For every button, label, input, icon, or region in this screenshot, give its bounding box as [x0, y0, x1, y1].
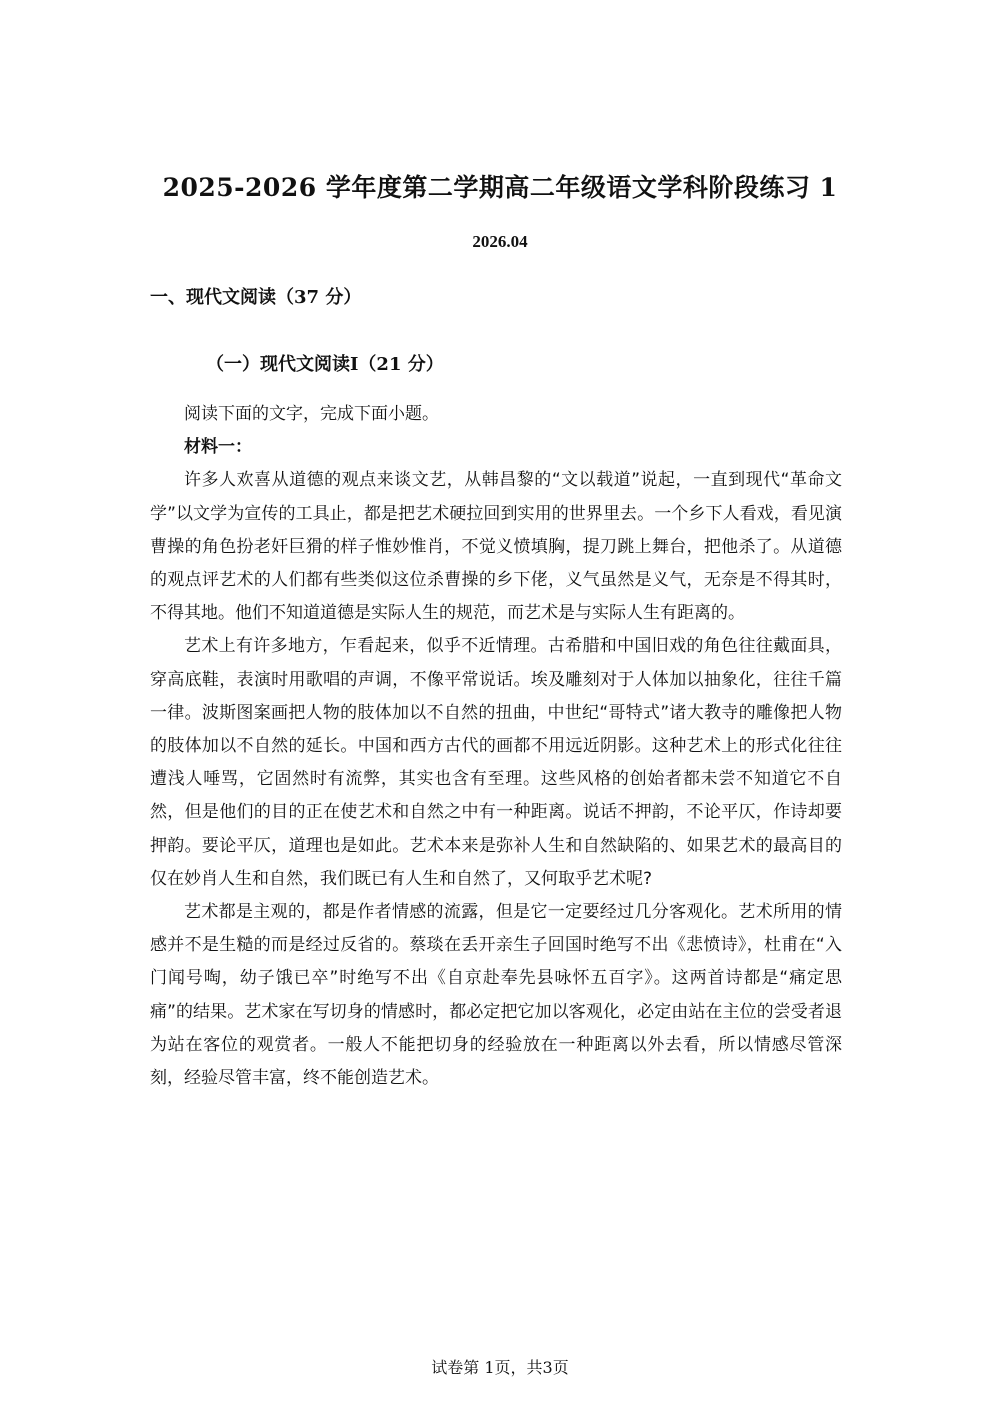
section-heading: 一、现代文阅读（37 分）: [150, 287, 362, 308]
passage-paragraph-3: 艺术都是主观的，都是作者情感的流露，但是它一定要经过几分客观化。艺术所用的情感并不是生糙的而是经过反省的。蔡琰在丢开亲生子回国时绝写不出《悲愤诗》，杜甫在“入门闻号啕，幼子饿已卒”时绝写不出《自京赴奉先县咏怀五百字》。这两首诗都是“痛定思痛”的结果。艺术家在写切身的情感时，都必定把它加以客观化，必定由站在主位的尝受者退为站在客位的观赏者。一般人不能把切身的经验放在一种距离以外去看，所以情感尽管深刻，经验尽管丰富，终不能创造艺术。: [150, 902, 842, 1089]
instruction-text: 阅读下面的文字，完成下面小题。: [184, 404, 439, 424]
document-date: 2026.04: [472, 232, 528, 251]
page-footer: 试卷第 1页，共3页: [431, 1358, 569, 1377]
subsection-heading: （一）现代文阅读Ⅰ（21 分）: [206, 354, 444, 375]
passage-paragraph-1: 许多人欢喜从道德的观点来谈文艺，从韩昌黎的“文以载道”说起，一直到现代“革命文学”以文学为宣传的工具止，都是把艺术硬拉回到实用的世界里去。一个乡下人看戏，看见演曹操的角色扮老奸巨猾的样子惟妙惟肖，不觉义愤填胸，提刀跳上舞台，把他杀了。从道德的观点评艺术的人们都有些类似这位杀曹操的乡下佬，义气虽然是义气，无奈是不得其时，不得其地。他们不知道道德是实际人生的规范，而艺术是与实际人生有距离的。: [150, 470, 842, 624]
document-title: 2025-2026 学年度第二学期高二年级语文学科阶段练习 1: [162, 173, 838, 202]
material-label: 材料一：: [184, 437, 252, 458]
passage-paragraph-2: 艺术上有许多地方，乍看起来，似乎不近情理。古希腊和中国旧戏的角色往往戴面具，穿高底鞋，表演时用歌唱的声调，不像平常说话。埃及雕刻对于人体加以抽象化，往往千篇一律。波斯图案画把人物的肢体加以不自然的扭曲，中世纪“哥特式”诸大教寺的雕像把人物的肢体加以不自然的延长。中国和西方古代的画都不用远近阴影。这种艺术上的形式化往往遭浅人唾骂，它固然时有流弊，其实也含有至理。这些风格的创始者都未尝不知道它不自然，但是他们的目的正在使艺术和自然之中有一种距离。说话不押韵，不论平仄，作诗却要押韵。要论平仄，道理也是如此。艺术本来是弥补人生和自然缺陷的、如果艺术的最高目的仅在妙肖人生和自然，我们既已有人生和自然了，又何取乎艺术呢?: [150, 636, 842, 889]
passage-body: [150, 398, 842, 1095]
